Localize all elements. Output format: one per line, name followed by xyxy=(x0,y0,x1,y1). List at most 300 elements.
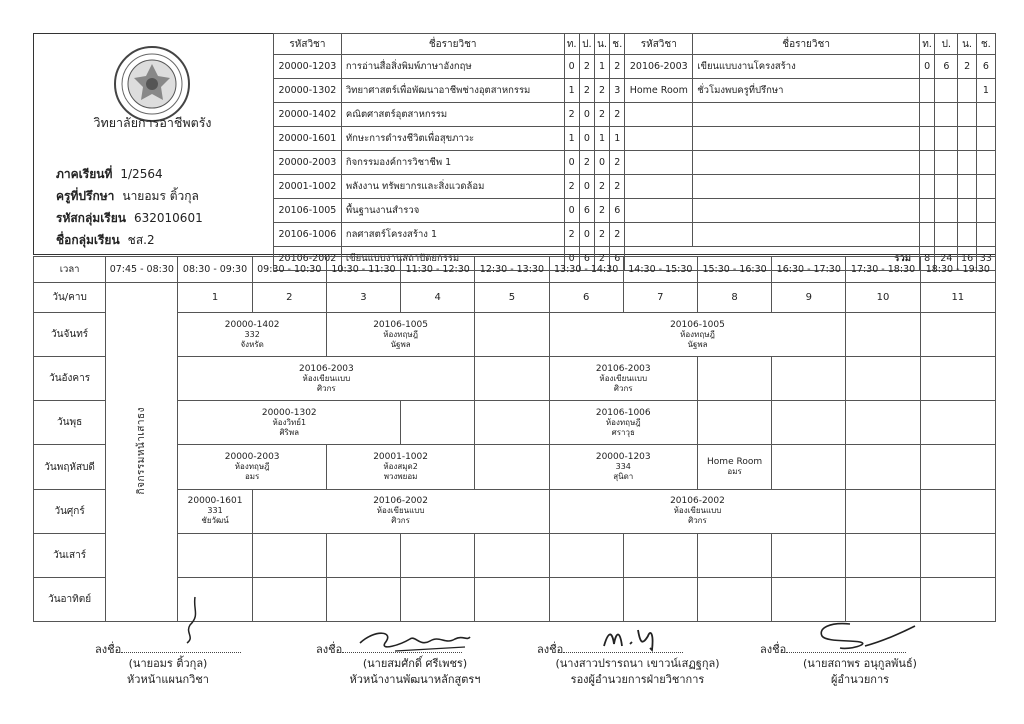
empty-slot xyxy=(920,445,995,489)
class-block xyxy=(326,445,474,489)
handwritten-signature-1 xyxy=(175,595,215,645)
day-row-saturday xyxy=(34,533,996,577)
class-teacher: ศิวกร xyxy=(391,516,410,526)
class-teacher: อมร xyxy=(727,467,742,477)
subject-code: 20001-1002 xyxy=(274,175,342,199)
semester-label: ภาคเรียนที่ xyxy=(56,167,113,181)
total-p: 24 xyxy=(935,247,958,271)
subject-p: 6 xyxy=(579,199,594,223)
time-slot: 09:30 - 10:30 xyxy=(252,257,326,283)
empty-cell xyxy=(958,175,976,199)
subject-n xyxy=(958,79,976,103)
total-c: 33 xyxy=(976,247,995,271)
empty-cell xyxy=(625,103,693,127)
subject-c: 6 xyxy=(610,199,625,223)
day-label: วันอังคาร xyxy=(34,357,106,401)
class-block xyxy=(178,401,401,445)
class-code: 20000-1601 xyxy=(187,496,243,507)
time-row xyxy=(34,257,996,283)
class-room: ห้องเขียนแบบ xyxy=(599,373,648,383)
signatory-1 xyxy=(88,656,248,688)
day-row-wednesday xyxy=(34,401,996,445)
signatory-name: (นายสมศักดิ์ ศรีเพชร) xyxy=(362,657,468,670)
subject-row xyxy=(274,223,996,247)
subject-name: ชั่วโมงพบครูที่ปรึกษา xyxy=(693,79,920,103)
empty-cell xyxy=(693,151,920,175)
empty-cell xyxy=(935,127,958,151)
class-code: 20001-1002 xyxy=(373,452,428,463)
period-number: 3 xyxy=(326,283,400,313)
period-number: 9 xyxy=(772,283,846,313)
empty-slot xyxy=(772,533,846,577)
time-slot: 12:30 - 13:30 xyxy=(475,257,549,283)
signatory-name: (นางสาวปรารถนา เขาวน์เสฏฐกุล) xyxy=(555,657,720,670)
class-room: ห้องเขียนแบบ xyxy=(302,373,351,383)
subject-p: 6 xyxy=(579,247,594,271)
empty-slot xyxy=(920,533,995,577)
college-seal-logo xyxy=(112,44,192,124)
col-c: ช. xyxy=(610,34,625,55)
class-block xyxy=(178,313,326,357)
subject-t: 1 xyxy=(564,127,579,151)
empty-cell xyxy=(976,175,995,199)
subject-t: 1 xyxy=(564,79,579,103)
class-teacher: ชัยวัฒน์ xyxy=(201,516,229,526)
subject-name: วิทยาศาสตร์เพื่อพัฒนาอาชีพช่างอุตสาหกรรม xyxy=(341,79,564,103)
class-block xyxy=(697,445,771,489)
day-row-thursday xyxy=(34,445,996,489)
class-room: ห้องเขียนแบบ xyxy=(376,506,425,516)
subject-n: 2 xyxy=(594,223,609,247)
class-block xyxy=(178,489,252,533)
period-number: 6 xyxy=(549,283,623,313)
advisor-label: ครูที่ปรึกษา xyxy=(56,189,115,203)
group-name-row xyxy=(56,231,155,250)
empty-cell xyxy=(976,103,995,127)
empty-slot xyxy=(549,577,623,621)
empty-cell xyxy=(976,127,995,151)
empty-cell xyxy=(976,199,995,223)
empty-cell xyxy=(693,175,920,199)
class-block xyxy=(549,357,697,401)
subject-name: การอ่านสื่อสิ่งพิมพ์ภาษาอังกฤษ xyxy=(341,55,564,79)
handwritten-signature-4 xyxy=(810,618,920,654)
empty-slot xyxy=(920,313,995,357)
class-code: 20106-1006 xyxy=(595,407,651,418)
subject-c: 2 xyxy=(610,175,625,199)
empty-slot xyxy=(846,445,920,489)
empty-cell xyxy=(958,199,976,223)
period-number: 11 xyxy=(920,283,995,313)
class-code: 20000-1402 xyxy=(224,319,280,330)
subject-row xyxy=(274,103,996,127)
class-teacher: ศิวกร xyxy=(688,516,707,526)
subject-c: 6 xyxy=(976,55,995,79)
empty-slot xyxy=(697,357,771,401)
period-number: 1 xyxy=(178,283,252,313)
subject-p: 0 xyxy=(579,127,594,151)
semester-row xyxy=(56,165,163,184)
empty-cell xyxy=(976,151,995,175)
subject-name: พื้นฐานงานสำรวจ xyxy=(341,199,564,223)
subject-p: 0 xyxy=(579,175,594,199)
total-n: 16 xyxy=(958,247,976,271)
subject-n: 2 xyxy=(958,55,976,79)
day-label: วันศุกร์ xyxy=(34,489,106,533)
subject-t: 2 xyxy=(564,223,579,247)
class-room: ห้องเขียนแบบ xyxy=(673,506,722,516)
empty-cell xyxy=(958,103,976,127)
subject-code: 20106-1005 xyxy=(274,199,342,223)
empty-slot xyxy=(846,401,920,445)
empty-slot xyxy=(772,357,846,401)
total-t: 8 xyxy=(920,247,935,271)
period-number: 2 xyxy=(252,283,326,313)
empty-cell xyxy=(625,151,693,175)
class-room: ห้องทฤษฎี xyxy=(383,329,418,339)
col-c-2: ช. xyxy=(976,34,995,55)
period-number: 7 xyxy=(623,283,697,313)
subject-name: ทักษะการดำรงชีวิตเพื่อสุขภาวะ xyxy=(341,127,564,151)
empty-slot xyxy=(326,577,400,621)
empty-slot xyxy=(401,533,475,577)
subject-p: 0 xyxy=(579,223,594,247)
empty-slot xyxy=(178,533,252,577)
period-number: 4 xyxy=(401,283,475,313)
class-room: ห้องทฤษฎี xyxy=(680,329,715,339)
day-row-monday xyxy=(34,313,996,357)
empty-cell xyxy=(625,175,693,199)
period-label: วัน/คาบ xyxy=(34,283,106,313)
empty-cell xyxy=(920,127,935,151)
class-block xyxy=(326,313,474,357)
empty-slot xyxy=(920,401,995,445)
empty-cell xyxy=(958,127,976,151)
group-code-value: 632010601 xyxy=(134,211,203,225)
col-n: น. xyxy=(594,34,609,55)
day-label: วันพุธ xyxy=(34,401,106,445)
time-label: เวลา xyxy=(34,257,106,283)
subject-p: 2 xyxy=(579,55,594,79)
empty-slot xyxy=(623,533,697,577)
subject-row xyxy=(274,199,996,223)
empty-slot xyxy=(475,577,549,621)
subject-code: Home Room xyxy=(625,79,693,103)
empty-slot xyxy=(772,577,846,621)
signature-prefix: ลงชื่อ xyxy=(760,643,787,656)
empty-slot xyxy=(697,533,771,577)
subject-p: 0 xyxy=(579,103,594,127)
subject-name: กิจกรรมองค์การวิชาชีพ 1 xyxy=(341,151,564,175)
semester-value: 1/2564 xyxy=(120,167,163,181)
subject-n: 2 xyxy=(594,79,609,103)
class-block xyxy=(549,489,846,533)
empty-slot xyxy=(920,577,995,621)
subject-n: 1 xyxy=(594,127,609,151)
subject-code: 20000-2003 xyxy=(274,151,342,175)
empty-cell xyxy=(958,223,976,247)
class-teacher: สุนิดา xyxy=(613,472,634,482)
morning-activity xyxy=(106,283,178,622)
subject-n: 2 xyxy=(594,247,609,271)
subject-code: 20000-1203 xyxy=(274,55,342,79)
signatory-title: หัวหน้างานพัฒนาหลักสูตรฯ xyxy=(349,673,481,686)
subject-n: 2 xyxy=(594,175,609,199)
class-room: ห้องทฤษฎี xyxy=(234,462,270,472)
timetable xyxy=(33,256,996,622)
subject-code: 20000-1601 xyxy=(274,127,342,151)
time-slot: 13:30 - 14:30 xyxy=(549,257,623,283)
empty-slot xyxy=(772,445,846,489)
subject-t: 0 xyxy=(564,55,579,79)
empty-cell xyxy=(693,199,920,223)
subject-code: 20000-1402 xyxy=(274,103,342,127)
empty-cell xyxy=(693,223,920,247)
empty-slot xyxy=(401,401,475,445)
class-teacher: อมร xyxy=(244,472,260,482)
signature-prefix: ลงชื่อ xyxy=(537,643,564,656)
subjects-header-row xyxy=(274,34,996,55)
total-label: รวม xyxy=(625,247,920,271)
handwritten-signature-2 xyxy=(355,625,475,655)
class-block xyxy=(549,313,846,357)
empty-cell xyxy=(920,175,935,199)
class-teacher: ศิริพล xyxy=(279,427,300,437)
time-slot: 11:30 - 12:30 xyxy=(401,257,475,283)
empty-slot xyxy=(623,577,697,621)
period-number: 10 xyxy=(846,283,920,313)
col-p-2: ป. xyxy=(935,34,958,55)
subject-row xyxy=(274,55,996,79)
col-name-2: ชื่อรายวิชา xyxy=(693,34,920,55)
empty-cell xyxy=(935,151,958,175)
empty-slot xyxy=(920,489,995,533)
class-block xyxy=(178,445,326,489)
subject-name: พลังงาน ทรัพยากรและสิ่งแวดล้อม xyxy=(341,175,564,199)
signatory-name: (นายอมร ติ้วกุล) xyxy=(128,657,208,670)
subject-c: 2 xyxy=(610,151,625,175)
class-block xyxy=(252,489,549,533)
advisor-value: นายอมร ติ้วกุล xyxy=(122,189,199,203)
class-code: 20106-2003 xyxy=(298,363,354,374)
empty-slot xyxy=(252,577,326,621)
time-slot: 14:30 - 15:30 xyxy=(623,257,697,283)
day-label: วันอาทิตย์ xyxy=(34,577,106,621)
class-room: ห้องวิทย์1 xyxy=(272,417,307,427)
period-number: 5 xyxy=(475,283,549,313)
subject-row xyxy=(274,151,996,175)
subject-row xyxy=(274,127,996,151)
signatory-title: หัวหน้าแผนกวิชา xyxy=(127,673,209,686)
subject-row xyxy=(274,79,996,103)
group-code-label: รหัสกลุ่มเรียน xyxy=(56,211,126,225)
college-name: วิทยาลัยการอาชีพตรัง xyxy=(93,115,212,130)
signatory-3 xyxy=(525,656,750,688)
empty-cell xyxy=(625,199,693,223)
class-block xyxy=(549,445,697,489)
col-name: ชื่อรายวิชา xyxy=(341,34,564,55)
subject-c: 2 xyxy=(610,55,625,79)
class-room: 334 xyxy=(615,462,631,472)
period-row xyxy=(34,283,996,313)
class-code: 20106-1005 xyxy=(373,319,428,330)
subject-t: 2 xyxy=(564,103,579,127)
empty-slot xyxy=(475,533,549,577)
empty-cell xyxy=(935,175,958,199)
time-slot: 08:30 - 09:30 xyxy=(178,257,252,283)
subjects-table xyxy=(273,33,996,271)
subject-t: 0 xyxy=(564,247,579,271)
class-block xyxy=(178,357,475,401)
empty-slot xyxy=(549,533,623,577)
col-t-2: ท. xyxy=(920,34,935,55)
empty-slot xyxy=(920,357,995,401)
class-room: ห้องสมุด2 xyxy=(383,462,418,472)
class-code: Home Room xyxy=(707,457,763,468)
empty-slot xyxy=(475,357,549,401)
group-code-row xyxy=(56,209,203,228)
class-code: 20000-1203 xyxy=(595,452,651,463)
group-name-value: ชส.2 xyxy=(127,233,155,247)
time-slot: 10:30 - 11:30 xyxy=(326,257,400,283)
class-teacher: นัฐพล xyxy=(390,339,411,349)
empty-slot xyxy=(326,533,400,577)
advisor-row xyxy=(56,187,199,206)
class-teacher: ศิวกร xyxy=(317,383,336,393)
subject-p: 6 xyxy=(935,55,958,79)
subject-name: เขียนแบบงานสถาปัตยกรรม xyxy=(341,247,564,271)
class-code: 20106-2003 xyxy=(595,363,651,374)
morning-activity-label: กิจกรรมหน้าเสาธง xyxy=(136,406,148,495)
signatory-name: (นายสถาพร อนุกูลพันธ์) xyxy=(803,657,917,670)
class-code: 20000-2003 xyxy=(224,452,280,463)
class-teacher: ศราวุธ xyxy=(611,427,635,437)
empty-cell xyxy=(935,103,958,127)
signatory-title: ผู้อำนวยการ xyxy=(830,673,890,686)
empty-cell xyxy=(693,127,920,151)
col-n-2: น. xyxy=(958,34,976,55)
subject-name: กลศาสตร์โครงสร้าง 1 xyxy=(341,223,564,247)
day-label: วันพฤหัสบดี xyxy=(34,445,106,489)
time-slot: 15:30 - 16:30 xyxy=(697,257,771,283)
time-slot: 18:30 - 19:30 xyxy=(920,257,995,283)
subject-p: 2 xyxy=(579,79,594,103)
signature-prefix: ลงชื่อ xyxy=(316,643,343,656)
empty-cell xyxy=(920,223,935,247)
subject-c: 2 xyxy=(610,103,625,127)
col-p: ป. xyxy=(579,34,594,55)
empty-cell xyxy=(958,151,976,175)
empty-cell xyxy=(976,223,995,247)
empty-cell xyxy=(920,103,935,127)
col-t: ท. xyxy=(564,34,579,55)
empty-cell xyxy=(625,127,693,151)
subject-name: เขียนแบบงานโครงสร้าง xyxy=(693,55,920,79)
subject-p xyxy=(935,79,958,103)
period-number: 8 xyxy=(697,283,771,313)
empty-slot xyxy=(846,533,920,577)
time-slot: 07:45 - 08:30 xyxy=(106,257,178,283)
empty-cell xyxy=(935,223,958,247)
empty-slot xyxy=(846,577,920,621)
class-teacher: พวงพยอม xyxy=(383,472,418,482)
empty-cell xyxy=(693,103,920,127)
day-row-tuesday xyxy=(34,357,996,401)
class-code: 20106-2002 xyxy=(373,496,428,507)
subject-code: 20000-1302 xyxy=(274,79,342,103)
subject-c: 2 xyxy=(610,223,625,247)
subject-n: 1 xyxy=(594,55,609,79)
signatory-2 xyxy=(320,656,510,688)
handwritten-signature-3 xyxy=(600,622,670,652)
subject-c: 3 xyxy=(610,79,625,103)
day-row-friday xyxy=(34,489,996,533)
subject-t: 0 xyxy=(564,199,579,223)
empty-slot xyxy=(401,577,475,621)
empty-slot xyxy=(772,401,846,445)
subject-n: 2 xyxy=(594,103,609,127)
empty-slot xyxy=(697,401,771,445)
subject-n: 2 xyxy=(594,199,609,223)
subject-row xyxy=(274,175,996,199)
subject-p: 2 xyxy=(579,151,594,175)
empty-slot xyxy=(846,357,920,401)
class-room: ห้องทฤษฎี xyxy=(605,417,641,427)
signatory-title: รองผู้อำนวยการฝ่ายวิชาการ xyxy=(570,673,705,686)
empty-cell xyxy=(625,223,693,247)
class-code: 20000-1302 xyxy=(261,407,317,418)
subject-c: 1 xyxy=(610,127,625,151)
class-block xyxy=(549,401,697,445)
empty-slot xyxy=(846,489,920,533)
empty-slot xyxy=(846,313,920,357)
empty-slot xyxy=(475,445,549,489)
subject-t: 0 xyxy=(564,151,579,175)
empty-cell xyxy=(920,199,935,223)
class-teacher: จังหรัด xyxy=(240,339,264,349)
col-code: รหัสวิชา xyxy=(274,34,342,55)
subject-c: 1 xyxy=(976,79,995,103)
class-teacher: ศิวกร xyxy=(613,383,633,393)
empty-cell xyxy=(935,199,958,223)
subject-t xyxy=(920,79,935,103)
class-teacher: นัฐพล xyxy=(687,339,708,349)
subject-c: 6 xyxy=(610,247,625,271)
signature-prefix: ลงชื่อ xyxy=(95,643,122,656)
subject-code: 20106-2003 xyxy=(625,55,693,79)
subject-t: 2 xyxy=(564,175,579,199)
day-label: วันจันทร์ xyxy=(34,313,106,357)
col-code-2: รหัสวิชา xyxy=(625,34,693,55)
subject-name: คณิตศาสตร์อุตสาหกรรม xyxy=(341,103,564,127)
signatory-4 xyxy=(770,656,950,688)
empty-cell xyxy=(920,151,935,175)
group-name-label: ชื่อกลุ่มเรียน xyxy=(56,233,120,247)
subject-code: 20106-1006 xyxy=(274,223,342,247)
class-room: 331 xyxy=(207,506,223,516)
time-slot: 16:30 - 17:30 xyxy=(772,257,846,283)
class-code: 20106-1005 xyxy=(670,319,725,330)
class-room: 332 xyxy=(244,329,260,339)
empty-slot xyxy=(252,533,326,577)
empty-slot xyxy=(697,577,771,621)
day-label: วันเสาร์ xyxy=(34,533,106,577)
class-code: 20106-2002 xyxy=(670,496,725,507)
subject-t: 0 xyxy=(920,55,935,79)
empty-slot xyxy=(475,401,549,445)
empty-slot xyxy=(475,313,549,357)
subject-n: 0 xyxy=(594,151,609,175)
